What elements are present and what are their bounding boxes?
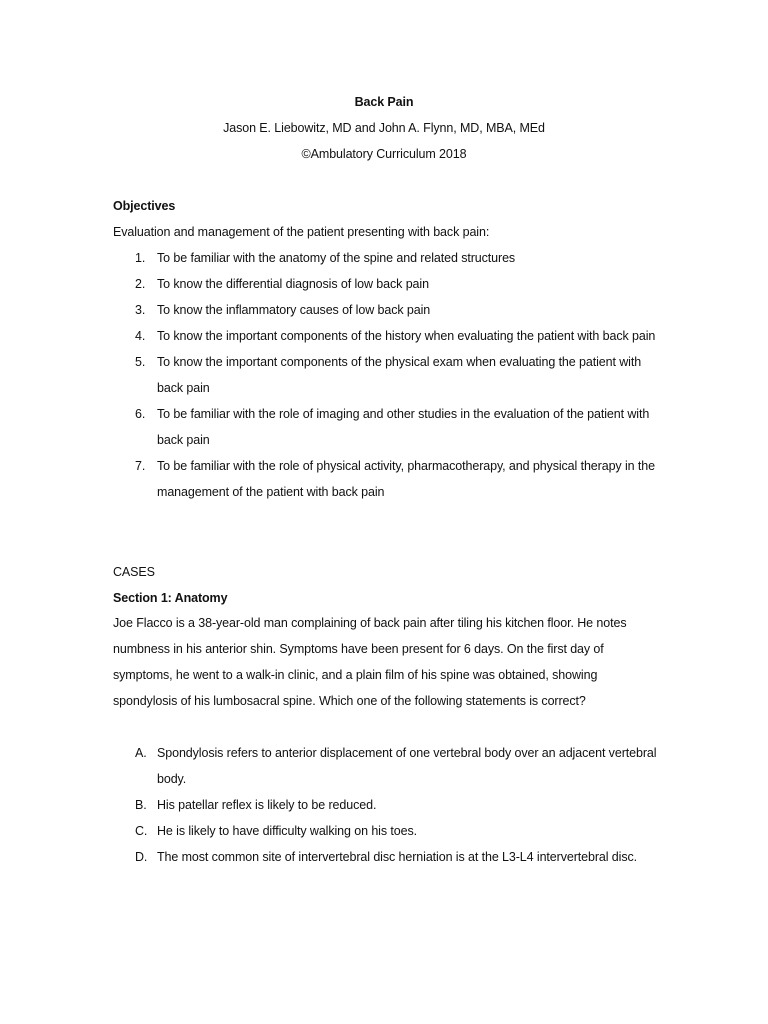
objectives-intro: Evaluation and management of the patient presenting with back pain: [113,225,490,239]
objective-text: To be familiar with the role of imaging and other studies in the evaluation of the patient with back pain [157,407,650,447]
objective-number: 6. [135,407,146,421]
choice-letter: C. [135,824,148,838]
objective-text: To know the important components of the physical exam when evaluating the patient with back pain [157,355,642,395]
objectives-list [113,245,658,505]
choice-letter: B. [135,798,147,812]
authors-line: Jason E. Liebowitz, MD and John A. Flynn, MD, MBA, MEd [223,121,545,135]
objective-number: 7. [135,459,146,473]
choice-text: His patellar reflex is likely to be reduced. [157,798,377,812]
choice-letter: D. [135,850,148,864]
objective-number: 4. [135,329,146,343]
answer-choice [113,792,658,818]
cases-heading: CASES [113,565,155,579]
objective-item [113,245,658,271]
objective-item [113,271,658,297]
objective-number: 5. [135,355,146,369]
objective-text: To know the differential diagnosis of low back pain [157,277,429,291]
choice-text: The most common site of intervertebral disc herniation is at the L3-L4 intervertebral disc. [157,850,638,864]
objective-number: 1. [135,251,146,265]
section-heading: Section 1: Anatomy [113,591,228,605]
case-paragraph: Joe Flacco is a 38-year-old man complaining of back pain after tiling his kitchen floor. He notes numbness in his anterior shin. Symptoms have been present for 6 days. On the first day of symptoms, he went to a walk-in clinic, and a plain film of his spine was obtained, showing spondylosis of his lumbosacral spine. Which one of the following statements is correct? [113,616,627,708]
answer-choice [113,740,658,792]
objective-item [113,453,658,505]
objective-text: To know the important components of the history when evaluating the patient with back pain [157,329,656,343]
answer-choice [113,844,658,870]
answer-choices-list [113,740,658,870]
objective-item [113,297,658,323]
objective-item [113,349,658,401]
copyright-line: ©Ambulatory Curriculum 2018 [301,147,467,161]
objective-text: To be familiar with the anatomy of the spine and related structures [157,251,516,265]
document-title: Back Pain [354,95,414,109]
choice-letter: A. [135,746,147,760]
objective-item [113,401,658,453]
objective-text: To be familiar with the role of physical activity, pharmacotherapy, and physical therapy in the management of the patient with back pain [157,459,655,499]
objective-text: To know the inflammatory causes of low back pain [157,303,431,317]
objective-item [113,323,658,349]
choice-text: He is likely to have difficulty walking on his toes. [157,824,417,838]
answer-choice [113,818,658,844]
choice-text: Spondylosis refers to anterior displacement of one vertebral body over an adjacent vertebral body. [157,746,657,786]
objectives-heading: Objectives [113,199,176,213]
objective-number: 2. [135,277,146,291]
objective-number: 3. [135,303,146,317]
